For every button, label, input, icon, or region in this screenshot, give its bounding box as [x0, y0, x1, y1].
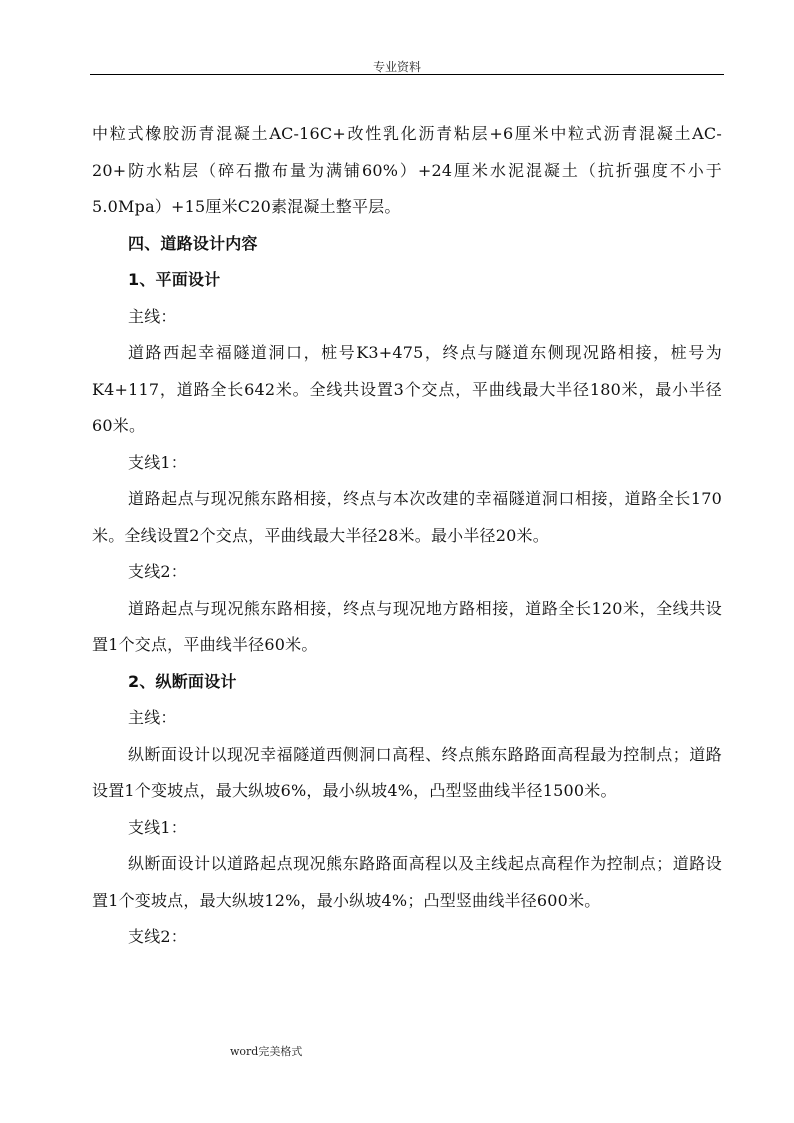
- header-divider: [90, 74, 724, 75]
- label-branch-line-2: 支线2：: [128, 562, 187, 581]
- paragraph-main-line-profile: 纵断面设计以现况幸福隧道西侧洞口高程、终点熊东路路面高程最为控制点；道路设置1个变坡点，最大纵坡6%，最小纵坡4%，凸型竖曲线半径1500米。: [92, 744, 722, 800]
- page-footer: word完美格式: [230, 1045, 303, 1058]
- document-body: [92, 116, 722, 956]
- paragraph-branch-2-plan: 道路起点与现况熊东路相接，终点与现况地方路相接，道路全长120米，全线共设置1个交点，平曲线半径60米。: [92, 598, 722, 654]
- label-main-line-profile: 主线：: [128, 708, 177, 727]
- paragraph-pavement-structure: 中粒式橡胶沥青混凝土AC-16C+改性乳化沥青粘层+6厘米中粒式沥青混凝土AC-20+防水粘层（碎石撒布量为满铺60%）+24厘米水泥混凝土（抗折强度不小于5.0Mpa）+15厘米C20素混凝土整平层。: [92, 124, 722, 216]
- label-main-line: 主线：: [128, 306, 177, 326]
- label-branch-line-2-profile: 支线2：: [128, 927, 187, 946]
- paragraph-branch-1-profile: 纵断面设计以道路起点现况熊东路路面高程以及主线起点高程作为控制点；道路设置1个变坡点，最大纵坡12%，最小纵坡4%；凸型竖曲线半径600米。: [92, 854, 722, 910]
- paragraph-main-line-plan: 道路西起幸福隧道洞口，桩号K3+475，终点与隧道东侧现况路相接，桩号为K4+117，道路全长642米。全线共设置3个交点，平曲线最大半径180米，最小半径60米。: [92, 343, 722, 435]
- label-branch-line-1: 支线1：: [128, 452, 187, 472]
- subsection-heading-plan-design: 1、平面设计: [128, 270, 221, 289]
- paragraph-branch-1-plan: 道路起点与现况熊东路相接，终点与本次改建的幸福隧道洞口相接，道路全长170米。全线设置2个交点，平曲线最大半径28米。最小半径20米。: [92, 489, 722, 545]
- page-header: 专业资料: [372, 60, 421, 74]
- label-branch-line-1-profile: 支线1：: [128, 817, 187, 837]
- subsection-heading-profile-design: 2、纵断面设计: [128, 671, 237, 691]
- section-heading-road-design: 四、道路设计内容: [128, 233, 258, 253]
